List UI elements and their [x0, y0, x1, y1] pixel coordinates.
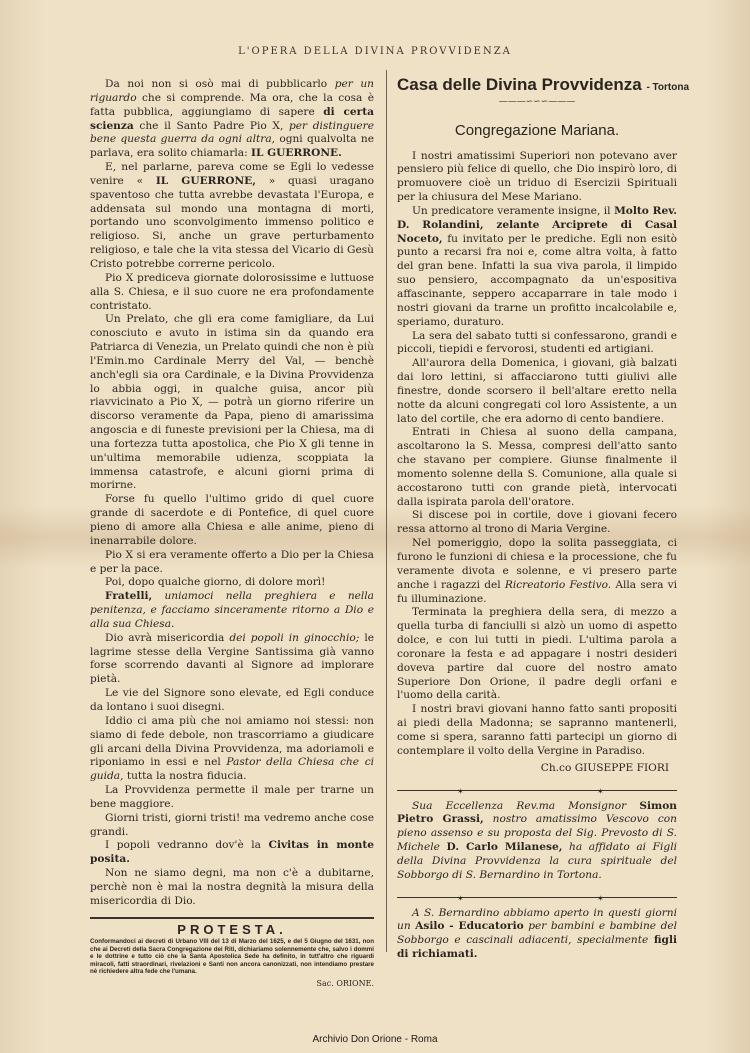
- left-column: [90, 78, 374, 990]
- ornament-divider: ———∽∽∽———: [498, 96, 576, 107]
- protesta-signature: Sac. ORIONE.: [316, 978, 374, 988]
- paragraph: Da noi non si osò mai di pubblicarlo per un riguardo che si comprende. Ma ora, che la cosa è fatta pubblica, aggiungiamo di sapere di certa scienza che il Santo Padre Pio X, per distinguere bene questa guerra da ogni altra, ogni qualvolta ne parlava, era solito chiamarla: IL GUERRONE.: [90, 78, 375, 160]
- paragraph: Nel pomeriggio, dopo la solita passeggiata, ci furono le funzioni di chiesa e la processione, che fu veramente divota e solenne, e vi presero parte anche i ragazzi del Ricreatorio Festivo. Alla sera vi fu illuminazione.: [397, 537, 677, 605]
- paragraph: La sera del sabato tutti si confessarono, grandi e piccoli, tiepidi e fervorosi, studenti ed artigiani.: [397, 329, 677, 356]
- paragraph: Iddio ci ama più che noi amiamo noi stessi: non siamo di fede debole, non trascorriamo a giudicare gli arcani della Divina Provvidenza, ma adoriamoli e riponiamo in essi e nel Pastor della Chiesa che ci guida, tutta la nostra fiducia.: [90, 714, 375, 783]
- paragraph: Pio X prediceva giornate dolorosissime e luttuose alla S. Chiesa, e il suo cuore ne era profondamente contristato.: [90, 271, 374, 312]
- paragraph: Le vie del Signore sono elevate, ed Egli conduce da lontano i suoi disegni.: [90, 687, 374, 713]
- article-title: Casa delle Divina Provvidenza - Tortona: [397, 75, 690, 94]
- paragraph: I popoli vedranno dov'è la Civitas in monte posita.: [90, 839, 374, 866]
- paragraph: Forse fu quello l'ultimo grido di quel cuore grande di sacerdote e di Pontefice, di quel cuore pieno di amore alla Chiesa e alle anime, pieno di inenarrabile dolore.: [90, 493, 374, 547]
- paragraph: Pio X si era veramente offerto a Dio per la Chiesa e per la pace.: [90, 548, 374, 575]
- paragraph: Terminata la preghiera della sera, di mezzo a quella turba di fanciulli si alzò un uomo di aspetto dolce, e con lui tutti in piedi. L'ultima parola a coronare la festa e ad appagare i nostri desideri doveva partire dal cuore del nostro amato Superiore Don Orione, il padre degli orfani e l'uomo della carità.: [397, 606, 677, 702]
- paragraph: E, nel parlarne, pareva come se Egli lo vedesse venire « IL GUERRONE, » quasi uragano spaventoso che tutta avrebbe devastata l'Europa, e addensata sul mondo una montagna di morti, portando uno sconvolgimento immenso politico e religioso. Si, anche un grave perturbamento religioso, e tale che la vita stessa del Vicario di Gesù Cristo potrebbe correrne pericolo.: [90, 161, 374, 270]
- running-head: L'OPERA DELLA DIVINA PROVVIDENZA: [238, 46, 512, 57]
- right-column: [397, 74, 690, 962]
- paragraph: Poi, dopo qualche giorno, di dolore morì!: [105, 576, 326, 589]
- archive-footer: Archivio Don Orione - Roma: [312, 1034, 438, 1045]
- column-divider: [386, 70, 387, 952]
- separator: ✶ ✶: [397, 790, 677, 792]
- protesta-text: Conformandoci ai decreti di Urbano VIII del 13 di Marzo del 1625, e del 5 Giugno del 1631, non che ai Decreti della Sacra Congregazione dei Riti, dichiariamo solennemente che, salvo i dommi e le dottrine e tutto ciò che la Santa Apostolica Sede ha definito, in tutt'altro che riguardi miracoli, fatti straordinari, rivelazioni e Santi non ancora canonizzati, non intendiamo prestare nè richiedere altra fede che l'umana.: [90, 938, 374, 976]
- paragraph: Entrati in Chiesa al suono della campana, ascoltarono la S. Messa, compresi dell'atto santo che stavano per compiere. Giunse finalmente il momento solenne della S. Comunione, alla quale si accostarono tutti con grande pietà, intervocati dalla ispirata parola dell'oratore.: [397, 426, 677, 508]
- paragraph: Giorni tristi, giorni tristi! ma vedremo anche cose grandi.: [90, 811, 374, 838]
- separator: ✶ ✶: [397, 897, 677, 899]
- notice: A S. Bernardino abbiamo aperto in questi giorni un Asilo - Educatorio per bambini e bambine del Sobborgo e cascinali adiacenti, specialmente figli di richiamati.: [397, 906, 678, 961]
- paragraph: I nostri amatissimi Superiori non potevano aver pensiero più felice di quello, che Dio inspirò loro, di promuovere cioè un triduo di Esercizii Spirituali per la chiusura del Mese Mariano.: [397, 149, 677, 204]
- paragraph: I nostri bravi giovani hanno fatto santi propositi ai piedi della Madonna; se sapranno mantenerli, come si spera, saranno fatti partecipi un giorno di contemplare il volto della Vergine in Paradiso.: [397, 703, 677, 757]
- paragraph: Un Prelato, che gli era come famigliare, da Lui conosciuto e avuto in istima sin da quando era Patriarca di Venezia, un Prelato quindi che non è più l'Emin.mo Cardinale Merry del Val, — benchè anch'egli sia ora Cardinale, e la Divina Provvidenza lo abbia oggi, in qualche guisa, ancor più riavvicinato a Pio X, — potrà un giorno riferire un discorso veramente da Papa, pieno di amarissima angoscia e di funeste previsioni per la Chiesa, ma di una fortezza tutta apostolica, che Pio X gli tenne in un'ultima memorabile udienza, scoppiata la immensa catastrofe, e alcuni giorni prima di morirne.: [90, 313, 374, 492]
- paragraph: Si discese poi in cortile, dove i giovani fecero ressa attorno al trono di Maria Vergine.: [397, 509, 677, 536]
- protesta-title: PROTESTA.: [177, 921, 287, 937]
- paragraph: La Provvidenza permette il male per trarne un bene maggiore.: [90, 784, 374, 810]
- paragraph: Non ne siamo degni, ma non c'è a dubitarne, perchè non è mai la nostra degnità la misura della misericordia di Dio.: [90, 867, 374, 907]
- section-title: Congregazione Mariana.: [454, 121, 620, 139]
- paragraph: Un predicatore veramente insigne, il Molto Rev. D. Rolandini, zelante Arciprete di Casal Noceto, fu invitato per le prediche. Egli non esitò punto a recarsi fra noi e, come altra volta, à fatto del gran bene. Infatti la sua viva parola, il limpido suo pensiero, accompagnato da un'espositiva affascinante, seppero accaparrare in tale modo i nostri giovani da trarne un profitto incalcolabile e, speriamo, duraturo.: [397, 204, 677, 328]
- signature: Ch.co GIUSEPPE FIORI: [540, 761, 669, 774]
- notice: Sua Eccellenza Rev.ma Monsignor Simon Pietro Grassi, nostro amatissimo Vescovo con pieno assenso e su proposta del Sig. Prevosto di S. Michele D. Carlo Milanese, ha affidato ai Figli della Divina Provvidenza la cura spirituale del Sobborgo di S. Bernardino in Tortona.: [397, 799, 677, 881]
- paragraph: All'aurora della Domenica, i giovani, già balzati dai loro lettini, si affacciarono tutti giulivi alle finestre, donde scorsero il bell'altare eretto nella notte da alcuni congregati col loro Assistente, a un lato del cortile, che era adorno di cento bandiere.: [397, 357, 677, 425]
- paragraph: Fratelli, uniamoci nella preghiera e nella penitenza, e facciamo sinceramente ritorno a Dio e alla sua Chiesa.: [90, 590, 374, 630]
- paragraph: Dio avrà misericordia dei popoli in ginocchio; le lagrime stesse della Vergine Santissima già vanno forse scorrendo davanti al Signore ad implorare pietà.: [90, 631, 375, 686]
- protesta-box: [90, 917, 374, 991]
